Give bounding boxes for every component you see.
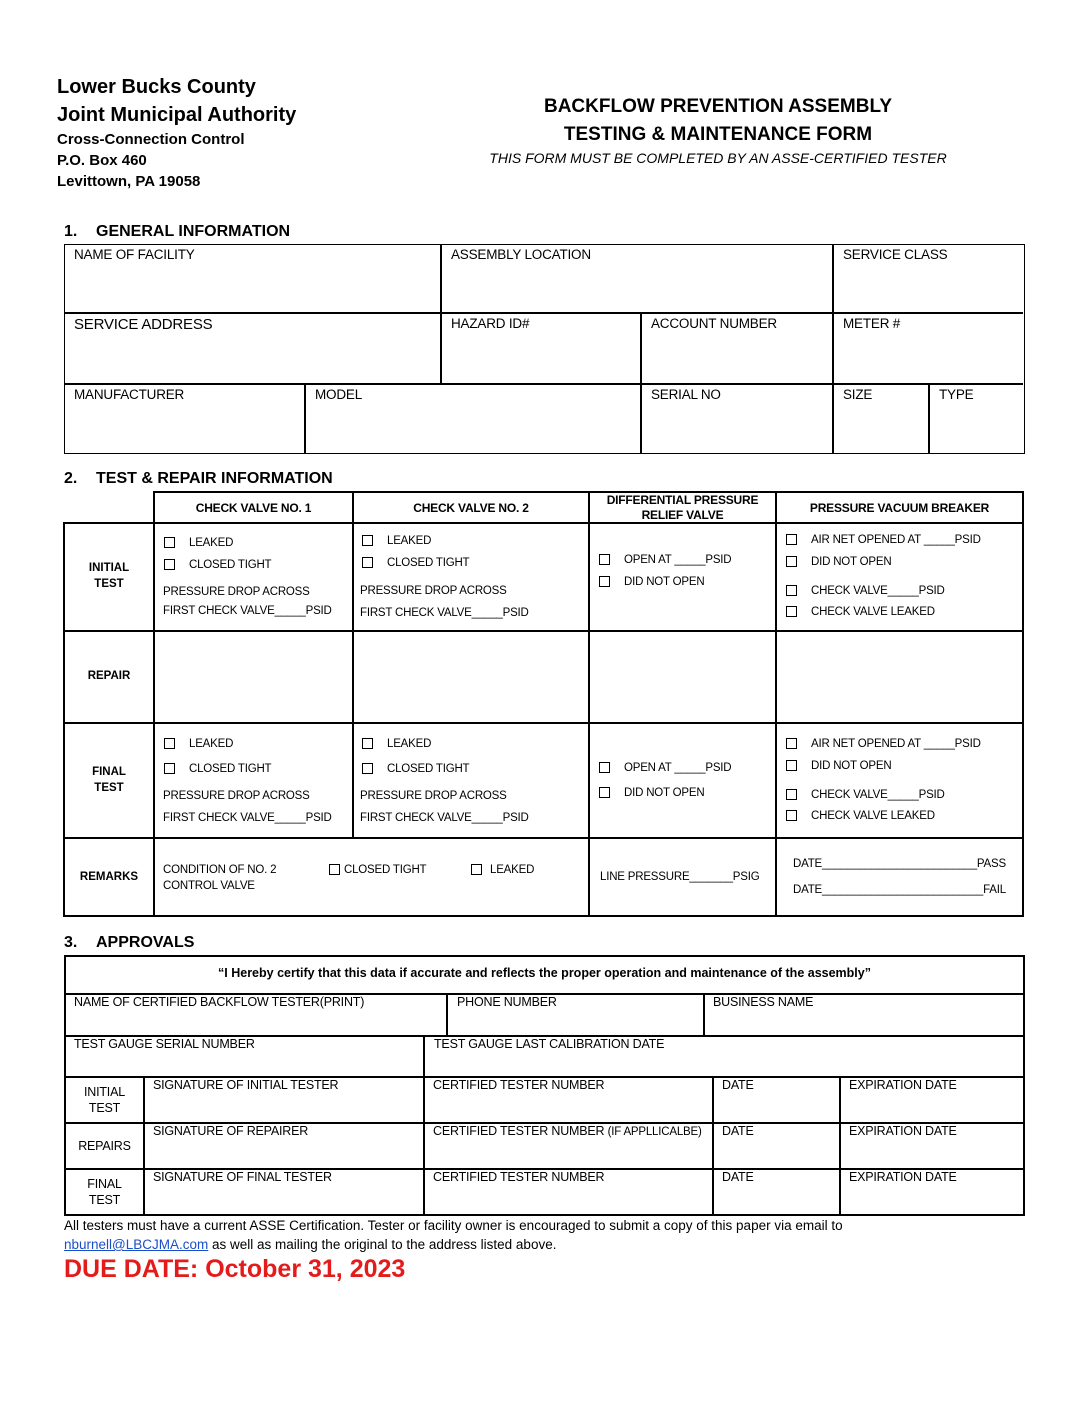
- row-initial-line1: INITIAL: [88, 562, 130, 574]
- field-exp-final[interactable]: EXPIRATION DATE: [849, 1170, 957, 1184]
- dp-initial-did-not-open[interactable]: DID NOT OPEN: [599, 576, 704, 588]
- cv1-initial-closed[interactable]: CLOSED TIGHT: [164, 559, 271, 571]
- field-manufacturer[interactable]: MANUFACTURER: [74, 387, 185, 402]
- test-repair-grid: [63, 491, 1024, 917]
- field-exp-repairer[interactable]: EXPIRATION DATE: [849, 1124, 957, 1138]
- pvb-final-did-not-open[interactable]: DID NOT OPEN: [786, 760, 891, 772]
- remarks-date-fail: DATE__________________________FAIL: [793, 884, 1006, 896]
- footer-note-line2: nburnell@LBCJMA.com as well as mailing the original to the address listed above.: [64, 1237, 557, 1252]
- section1-number: 1.: [64, 223, 78, 240]
- field-model[interactable]: MODEL: [315, 387, 363, 402]
- cv1-initial-drop: PRESSURE DROP ACROSS: [163, 586, 310, 598]
- field-serial-no[interactable]: SERIAL NO: [651, 387, 721, 402]
- field-business[interactable]: BUSINESS NAME: [713, 995, 814, 1009]
- pvb-initial-did-not-open[interactable]: DID NOT OPEN: [786, 556, 891, 568]
- email-link[interactable]: nburnell@LBCJMA.com: [64, 1237, 209, 1252]
- cv1-initial-leaked[interactable]: LEAKED: [164, 537, 233, 549]
- general-info-grid: [64, 244, 1025, 454]
- field-tester-name[interactable]: NAME OF CERTIFIED BACKFLOW TESTER(PRINT): [74, 995, 365, 1009]
- dp-final-open-at[interactable]: OPEN AT _____PSID: [599, 762, 731, 774]
- remarks-condition-line1: CONDITION OF NO. 2: [163, 864, 277, 876]
- field-gauge-calibration[interactable]: TEST GAUGE LAST CALIBRATION DATE: [434, 1037, 665, 1051]
- cv2-initial-leaked[interactable]: LEAKED: [362, 535, 431, 547]
- footer-note-line1: All testers must have a current ASSE Certification. Tester or facility owner is encouraged to submit a copy of this paper via email to: [64, 1218, 843, 1233]
- checkbox-icon[interactable]: [599, 787, 610, 798]
- header-check-valve-2: CHECK VALVE NO. 2: [413, 501, 529, 515]
- field-sig-final[interactable]: SIGNATURE OF FINAL TESTER: [153, 1170, 332, 1184]
- section1-title: GENERAL INFORMATION: [96, 223, 291, 240]
- checkbox-icon[interactable]: [786, 556, 797, 567]
- cv1-final-closed[interactable]: CLOSED TIGHT: [164, 763, 271, 775]
- field-service-address[interactable]: SERVICE ADDRESS: [74, 316, 213, 333]
- cv2-initial-drop: PRESSURE DROP ACROSS: [360, 585, 507, 597]
- pvb-final-check-valve[interactable]: CHECK VALVE_____PSID: [786, 789, 945, 801]
- cv2-final-drop: PRESSURE DROP ACROSS: [360, 790, 507, 802]
- row-remarks: REMARKS: [79, 871, 139, 883]
- org-pobox: P.O. Box 460: [57, 152, 147, 169]
- checkbox-icon[interactable]: [362, 557, 373, 568]
- field-hazard-id[interactable]: HAZARD ID#: [451, 316, 530, 331]
- dp-final-did-not-open[interactable]: DID NOT OPEN: [599, 787, 704, 799]
- field-gauge-serial[interactable]: TEST GAUGE SERIAL NUMBER: [74, 1037, 255, 1051]
- section1-heading: [64, 223, 290, 241]
- pvb-initial-check-valve[interactable]: CHECK VALVE_____PSID: [786, 585, 945, 597]
- checkbox-icon[interactable]: [362, 763, 373, 774]
- section2-number: 2.: [64, 470, 78, 487]
- checkbox-icon[interactable]: [786, 534, 797, 545]
- field-cert-repairer[interactable]: CERTIFIED TESTER NUMBER (IF APPLLICALBE): [433, 1124, 702, 1138]
- field-account-number[interactable]: ACCOUNT NUMBER: [651, 316, 777, 331]
- cv2-initial-closed[interactable]: CLOSED TIGHT: [362, 557, 469, 569]
- checkbox-icon[interactable]: [786, 789, 797, 800]
- org-city: Levittown, PA 19058: [57, 173, 201, 190]
- form-title-line1: BACKFLOW PREVENTION ASSEMBLY: [543, 96, 892, 117]
- header-pvb: PRESSURE VACUUM BREAKER: [809, 501, 990, 515]
- pvb-initial-check-leaked[interactable]: CHECK VALVE LEAKED: [786, 606, 935, 618]
- pvb-initial-air-inlet[interactable]: AIR NET OPENED AT _____PSID: [786, 534, 981, 546]
- remarks-date-pass: DATE_________________________PASS: [793, 858, 1006, 870]
- pvb-final-check-leaked[interactable]: CHECK VALVE LEAKED: [786, 810, 935, 822]
- row-initial-line2: TEST: [94, 578, 124, 590]
- sig-row-final-label2: TEST: [88, 1193, 121, 1207]
- field-cert-initial[interactable]: CERTIFIED TESTER NUMBER: [433, 1078, 605, 1092]
- sig-row-initial-label1: INITIAL: [84, 1085, 125, 1099]
- cv2-final-leaked[interactable]: LEAKED: [362, 738, 431, 750]
- form-title-line2: TESTING & MAINTENANCE FORM: [563, 124, 873, 145]
- pvb-final-air-inlet[interactable]: AIR NET OPENED AT _____PSID: [786, 738, 981, 750]
- row-final-line2: TEST: [94, 782, 124, 794]
- field-exp-initial[interactable]: EXPIRATION DATE: [849, 1078, 957, 1092]
- header-dp-line2: RELIEF VALVE: [641, 508, 724, 522]
- section3-heading: [64, 934, 194, 952]
- checkbox-icon[interactable]: [599, 576, 610, 587]
- cv1-final-leaked[interactable]: LEAKED: [164, 738, 233, 750]
- section3-title: APPROVALS: [96, 934, 195, 951]
- checkbox-icon[interactable]: [786, 810, 797, 821]
- cv2-final-first-check: FIRST CHECK VALVE_____PSID: [360, 812, 529, 824]
- due-date: DUE DATE: October 31, 2023: [64, 1255, 406, 1283]
- field-type[interactable]: TYPE: [939, 387, 974, 402]
- checkbox-icon[interactable]: [599, 554, 610, 565]
- field-facility-name[interactable]: NAME OF FACILITY: [74, 247, 195, 262]
- sig-row-repairs-label1: REPAIRS: [78, 1139, 131, 1153]
- checkbox-icon[interactable]: [164, 559, 175, 570]
- checkbox-icon[interactable]: [599, 762, 610, 773]
- checkbox-icon[interactable]: [786, 738, 797, 749]
- field-meter[interactable]: METER #: [843, 316, 901, 331]
- checkbox-icon[interactable]: [362, 738, 373, 749]
- dp-initial-open-at[interactable]: OPEN AT _____PSID: [599, 554, 731, 566]
- org-dept: Cross-Connection Control: [57, 131, 245, 148]
- field-cert-final[interactable]: CERTIFIED TESTER NUMBER: [433, 1170, 605, 1184]
- cv1-initial-first-check: FIRST CHECK VALVE_____PSID: [163, 605, 332, 617]
- section3-number: 3.: [64, 934, 78, 951]
- certify-statement: “I Hereby certify that this data if accurate and reflects the proper operation and maintenance of the assembly”: [218, 966, 871, 980]
- checkbox-icon[interactable]: [164, 763, 175, 774]
- checkbox-icon[interactable]: [471, 864, 482, 875]
- field-sig-initial[interactable]: SIGNATURE OF INITIAL TESTER: [153, 1078, 339, 1092]
- field-date-repairer[interactable]: DATE: [722, 1124, 754, 1138]
- checkbox-icon[interactable]: [329, 864, 340, 875]
- field-sig-repairer[interactable]: SIGNATURE OF REPAIRER: [153, 1124, 309, 1138]
- field-service-class[interactable]: SERVICE CLASS: [843, 247, 948, 262]
- form-subtitle: THIS FORM MUST BE COMPLETED BY AN ASSE-CERTIFIED TESTER: [489, 150, 947, 166]
- row-final-line1: FINAL: [92, 766, 126, 778]
- checkbox-icon[interactable]: [786, 606, 797, 617]
- checkbox-icon[interactable]: [362, 535, 373, 546]
- checkbox-icon[interactable]: [786, 760, 797, 771]
- cv1-final-drop: PRESSURE DROP ACROSS: [163, 790, 310, 802]
- checkbox-icon[interactable]: [164, 537, 175, 548]
- field-phone[interactable]: PHONE NUMBER: [457, 995, 557, 1009]
- cv1-final-first-check: FIRST CHECK VALVE_____PSID: [163, 812, 332, 824]
- header-dp-line1: DIFFERENTIAL PRESSURE: [606, 493, 759, 507]
- sig-row-initial-label2: TEST: [88, 1101, 121, 1115]
- field-date-initial[interactable]: DATE: [722, 1078, 754, 1092]
- approvals-grid: [64, 955, 1025, 1216]
- remarks-closed-tight[interactable]: CLOSED TIGHT: [329, 864, 426, 876]
- org-name-line2: Joint Municipal Authority: [57, 104, 297, 126]
- cv2-initial-first-check: FIRST CHECK VALVE_____PSID: [360, 607, 529, 619]
- checkbox-icon[interactable]: [164, 738, 175, 749]
- remarks-line-pressure: LINE PRESSURE_______PSIG: [600, 871, 760, 883]
- section2-title: TEST & REPAIR INFORMATION: [96, 470, 333, 487]
- remarks-condition-line2: CONTROL VALVE: [163, 880, 255, 892]
- field-assembly-location[interactable]: ASSEMBLY LOCATION: [451, 247, 591, 262]
- field-size[interactable]: SIZE: [843, 387, 873, 402]
- sig-row-final-label1: FINAL: [87, 1177, 122, 1191]
- field-date-final[interactable]: DATE: [722, 1170, 754, 1184]
- section2-heading: [64, 470, 333, 488]
- checkbox-icon[interactable]: [786, 585, 797, 596]
- cv2-final-closed[interactable]: CLOSED TIGHT: [362, 763, 469, 775]
- header-check-valve-1: CHECK VALVE NO. 1: [195, 501, 312, 515]
- org-name-line1: Lower Bucks County: [57, 76, 256, 98]
- remarks-leaked[interactable]: LEAKED: [471, 864, 534, 876]
- row-repair: REPAIR: [87, 670, 131, 682]
